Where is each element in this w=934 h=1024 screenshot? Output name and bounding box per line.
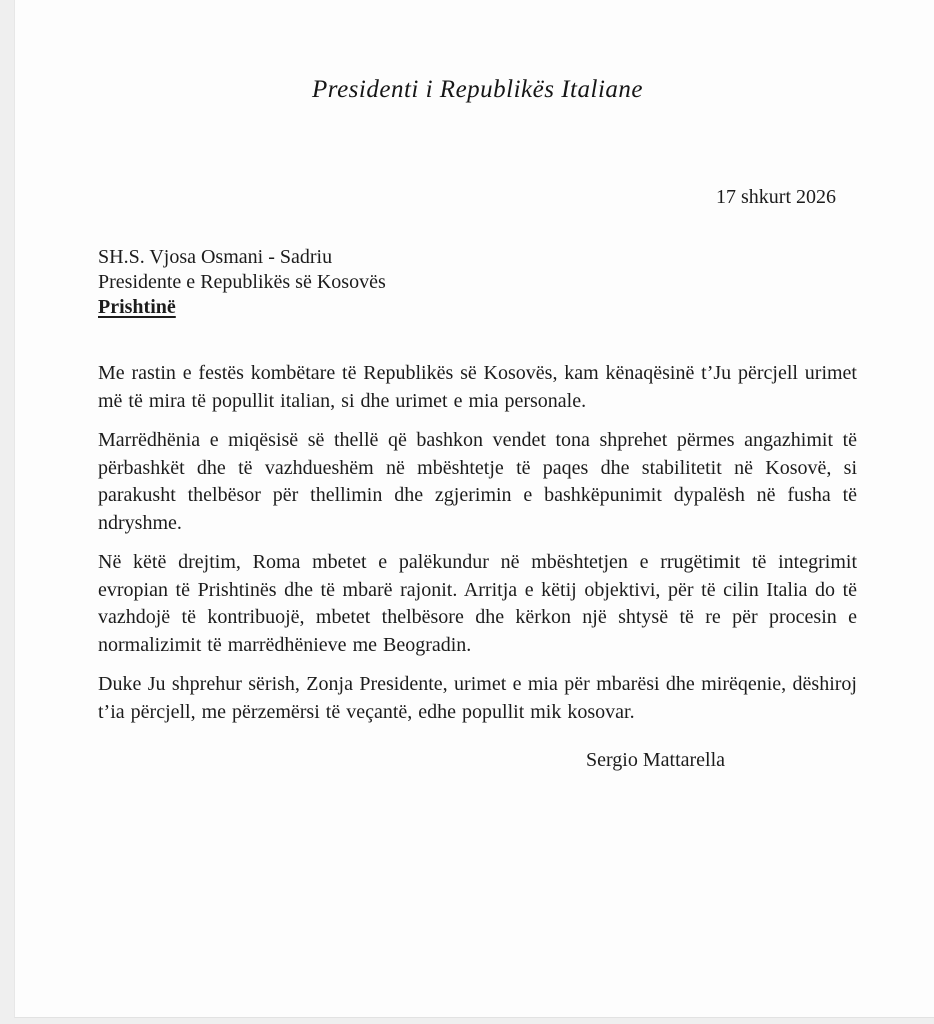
recipient-block — [98, 245, 857, 320]
letterhead-title: Presidenti i Republikës Italiane — [312, 76, 643, 103]
letter-paragraph-1: Me rastin e festës kombëtare të Republikës së Kosovës, kam kënaqësinë t’Ju përcjell urimet më të mira të popullit italian, si dhe urimet e mia personale. — [98, 362, 857, 412]
letter-paragraph-3: Në këtë drejtim, Roma mbetet e palëkundur në mbështetjen e rrugëtimit të integrimit evropian të Prishtinës dhe të mbarë rajonit. Arritja e këtij objektivi, për të cilin Italia do të vazhdojë të kontribuojë, mbetet thelbësore dhe kërkon një shtysë të re për procesin e normalizimit të marrëdhënieve me Beogradin. — [98, 551, 857, 656]
letter-body — [98, 360, 857, 726]
letter-date: 17 shkurt 2026 — [716, 186, 836, 208]
letter-page — [14, 0, 934, 1018]
signature: Sergio Mattarella — [586, 749, 726, 771]
recipient-city: Prishtinë — [98, 296, 176, 318]
letter-paragraph-2: Marrëdhënia e miqësisë së thellë që bashkon vendet tona shprehet përmes angazhimit të përbashkët dhe të vazhdueshëm në mbështetje të paqes dhe stabilitetit në Kosovë, si parakusht thelbësor për thellimin dhe zgjerimin e bashkëpunimit dypalësh në fusha të ndryshme. — [98, 429, 857, 534]
letter-paragraph-4: Duke Ju shprehur sërish, Zonja Presidente, urimet e mia për mbarësi dhe mirëqenie, dëshiroj t’ia përcjell, me përzemërsi të veçantë, edhe popullit mik kosovar. — [98, 673, 857, 723]
recipient-name: SH.S. Vjosa Osmani - Sadriu — [98, 246, 333, 268]
recipient-title: Presidente e Republikës së Kosovës — [98, 271, 386, 293]
